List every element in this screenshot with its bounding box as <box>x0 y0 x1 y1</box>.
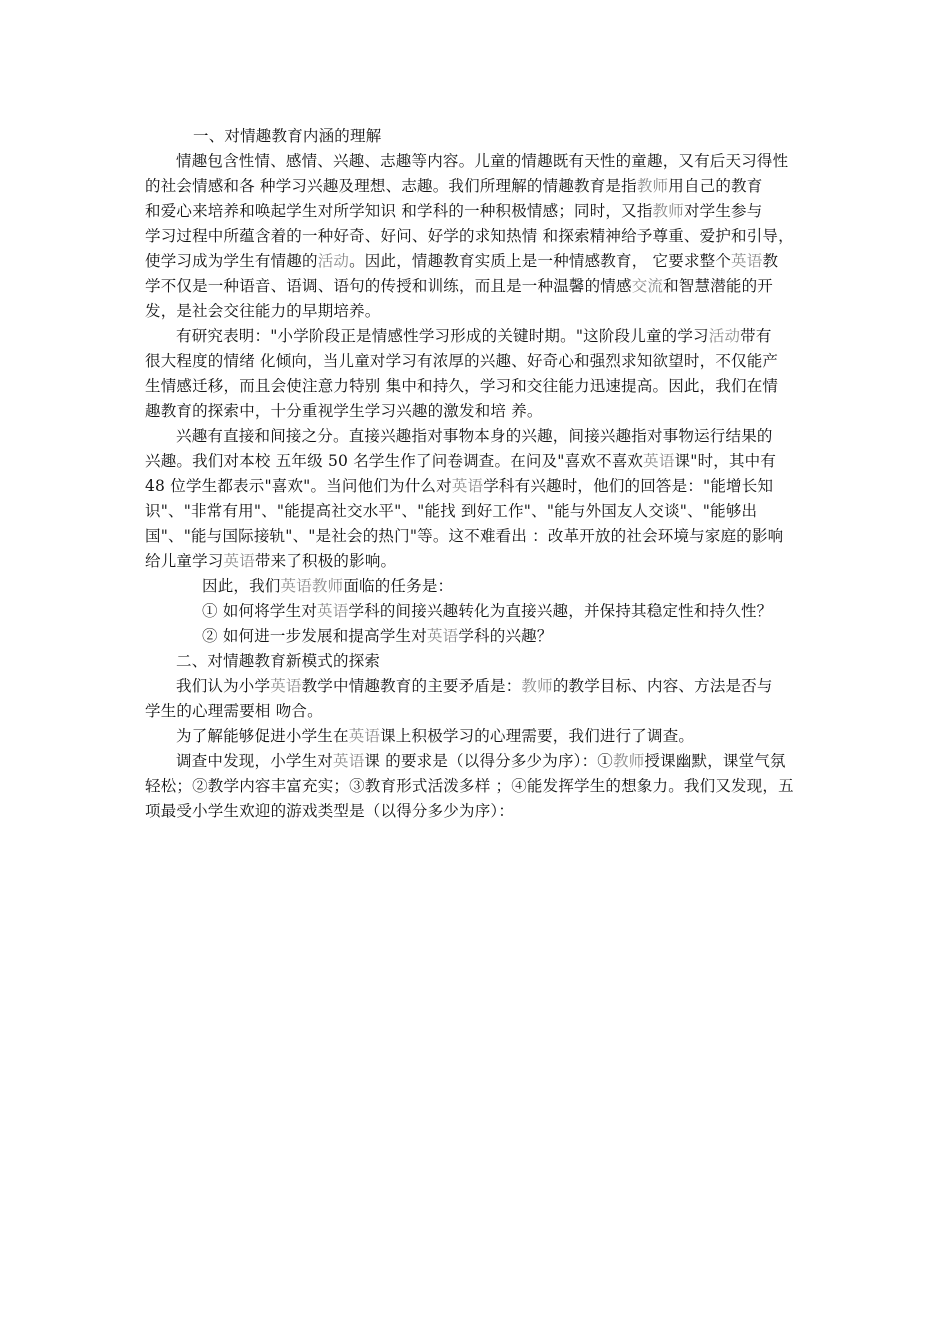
text-segment: 学习过程中所蕴含着的一种好奇、好问、好学的求知热情 和探索精神给予尊重、爱护和引导， <box>145 227 794 245</box>
text-segment: 的社会情感和各 种学习兴趣及理想、志趣。我们所理解的情趣教育是指 <box>145 177 637 195</box>
text-segment: 课上积极学习的心理需要，我们进行了调查。 <box>380 727 695 745</box>
keyword-link[interactable]: 教师 <box>613 752 645 770</box>
text-segment: 有研究表明："小学阶段正是情感性学习形成的关键时期。"这阶段儿童的学习 <box>176 327 709 345</box>
text-segment: 带有 <box>740 327 772 345</box>
text-line <box>145 549 813 574</box>
keyword-link[interactable]: 英语教师 <box>280 577 344 595</box>
keyword-link[interactable]: 交流 <box>631 277 664 295</box>
text-segment: 情趣包含性情、感情、兴趣、志趣等内容。儿童的情趣既有天性的童趣，又有后天习得性 <box>176 152 789 170</box>
text-segment: 一、对情趣教育内涵的理解 <box>193 127 382 145</box>
text-line <box>145 574 813 599</box>
text-segment: 我们认为小学 <box>176 677 271 695</box>
text-segment: 为了解能够促进小学生在 <box>176 727 349 745</box>
text-line <box>145 324 813 349</box>
text-segment: 给儿童学习 <box>145 552 224 570</box>
keyword-link[interactable]: 活动 <box>317 252 350 270</box>
keyword-link[interactable]: 英语 <box>348 727 381 745</box>
text-line <box>145 224 813 249</box>
text-line <box>145 624 813 649</box>
text-segment: 趣教育的探索中，十分重视学生学习兴趣的激发和培 养。 <box>145 402 543 420</box>
text-segment: 。因此，情趣教育实质上是一种情感教育， 它要求整个 <box>349 252 732 270</box>
text-segment: 使学习成为学生有情趣的 <box>145 252 318 270</box>
text-segment: 调查中发现，小学生对 <box>176 752 334 770</box>
text-segment: 对学生参与 <box>683 202 763 220</box>
text-line <box>145 449 813 474</box>
text-segment: 发，是社会交往能力的早期培养。 <box>145 302 381 320</box>
text-line <box>145 299 813 324</box>
text-segment: 生情感迁移，而且会使注意力特别 集中和持久，学习和交往能力迅速提高。因此，我们在情 <box>145 377 779 395</box>
text-segment: 兴趣。我们对本校 五年级 50 名学生作了问卷调查。在问及"喜欢不喜欢 <box>145 452 644 470</box>
keyword-link[interactable]: 英语 <box>451 477 484 495</box>
text-line <box>145 499 813 524</box>
text-segment: 学生的心理需要相 吻合。 <box>145 702 323 720</box>
text-segment: 带来了积极的影响。 <box>254 552 397 570</box>
text-segment: 课"时，其中有 <box>674 452 777 470</box>
text-line <box>145 674 813 699</box>
keyword-link[interactable]: 英语 <box>223 552 255 570</box>
keyword-link[interactable]: 英语 <box>270 677 302 695</box>
text-line <box>145 199 813 224</box>
text-segment: 因此，我们 <box>202 577 281 595</box>
text-segment: 兴趣有直接和间接之分。直接兴趣指对事物本身的兴趣，间接兴趣指对事物运行结果的 <box>176 427 773 445</box>
keyword-link[interactable]: 英语 <box>643 452 675 470</box>
text-segment: 48 位学生都表示"喜欢"。当问他们为什么对 <box>145 477 452 495</box>
text-segment: 的教学目标、内容、方法是否与 <box>552 677 773 695</box>
text-segment: 二、对情趣教育新模式的探索 <box>176 652 381 670</box>
text-line <box>145 374 813 399</box>
text-line <box>145 524 813 549</box>
text-line <box>145 749 813 774</box>
text-segment: 和爱心来培养和唤起学生对所学知识 和学科的一种积极情感；同时，又指 <box>145 202 653 220</box>
keyword-link[interactable]: 教师 <box>636 177 669 195</box>
keyword-link[interactable]: 教师 <box>521 677 553 695</box>
text-line <box>145 149 813 174</box>
keyword-link[interactable]: 英语 <box>317 602 349 620</box>
text-segment: 面临的任务是： <box>343 577 454 595</box>
text-line <box>145 174 813 199</box>
keyword-link[interactable]: 英语 <box>333 752 365 770</box>
text-segment: 学科的兴趣？ <box>458 627 553 645</box>
text-segment: 教 <box>762 252 779 270</box>
text-segment: 学科的间接兴趣转化为直接兴趣，并保持其稳定性和持久性？ <box>348 602 773 620</box>
text-line <box>145 349 813 374</box>
text-segment: 课 的要求是（以得分多少为序）：① <box>364 752 614 770</box>
keyword-link[interactable]: 活动 <box>708 327 741 345</box>
text-line <box>145 724 813 749</box>
keyword-link[interactable]: 教师 <box>652 202 684 220</box>
keyword-link[interactable]: 英语 <box>426 627 459 645</box>
text-segment: 轻松；②教学内容丰富充实；③教育形式活泼多样 ；④能发挥学生的想象力。我们又发现，五 <box>145 777 794 795</box>
text-line <box>145 474 813 499</box>
text-segment: 用自己的教育 <box>668 177 763 195</box>
text-line <box>145 424 813 449</box>
text-segment: 教学中情趣教育的主要矛盾是： <box>301 677 522 695</box>
text-segment: 很大程度的情绪 化倾向，当儿童对学习有浓厚的兴趣、好奇心和强烈求知欲望时，不仅能产 <box>145 352 779 370</box>
text-segment: 识"、"非常有用"、"能提高社交水平"、"能找 到好工作"、"能与外国友人交谈"、"能够出 <box>145 502 758 520</box>
text-segment: ② 如何进一步发展和提高学生对 <box>202 627 427 645</box>
text-line <box>145 799 813 824</box>
keyword-link[interactable]: 英语 <box>731 252 763 270</box>
text-segment: 和智慧潜能的开 <box>663 277 774 295</box>
text-segment: 国"、"能与国际接轨"、"是社会的热门"等。这不难看出 ：改革开放的社会环境与家庭的影响 <box>145 527 784 545</box>
text-segment: ① 如何将学生对 <box>202 602 318 620</box>
text-line <box>145 774 813 799</box>
text-segment: 学不仅是一种语音、语调、语句的传授和训练，而且是一种温馨的情感 <box>145 277 632 295</box>
text-line <box>145 274 813 299</box>
text-segment: 学科有兴趣时，他们的回答是："能增长知 <box>483 477 774 495</box>
text-segment: 授课幽默，课堂气氛 <box>644 752 786 770</box>
text-line <box>145 699 813 724</box>
text-line <box>145 649 813 674</box>
text-line <box>145 124 813 149</box>
text-segment: 项最受小学生欢迎的游戏类型是（以得分多少为序）： <box>145 802 515 820</box>
document-body <box>145 124 813 824</box>
text-line <box>145 249 813 274</box>
text-line <box>145 599 813 624</box>
text-line <box>145 399 813 424</box>
